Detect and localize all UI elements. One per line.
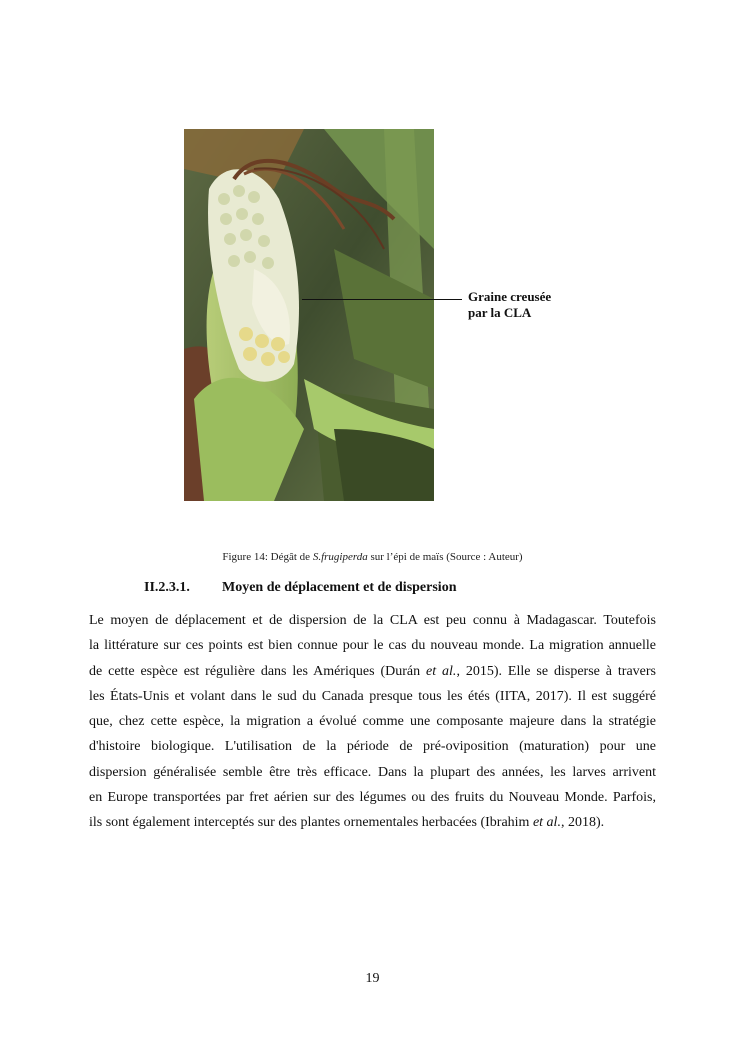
paragraph-line	[89, 760, 656, 785]
callout-line-2: par la CLA	[468, 305, 532, 320]
page-number: 19	[365, 971, 380, 986]
caption-prefix: Figure 14: Dégât de	[222, 551, 313, 563]
italic-text: et al.	[532, 815, 561, 831]
paragraph-line	[89, 810, 656, 835]
paragraph-line	[89, 659, 656, 684]
paragraph-line	[89, 608, 656, 633]
figure-callout	[468, 289, 551, 321]
line-text: ils sont également interceptés sur des plantes ornementales herbacées (Ibrahim	[89, 815, 533, 831]
callout-line-1: Graine creusée	[468, 289, 552, 304]
line-text: de cette espèce est régulière dans les Amériques (Durán	[89, 663, 427, 679]
callout-line	[302, 299, 462, 300]
line-text: , 2018).	[560, 815, 605, 831]
figure-caption	[0, 551, 745, 563]
paragraph-line	[89, 633, 656, 658]
caption-suffix: sur l’épi de maïs (Source : Auteur)	[367, 551, 523, 563]
line-text: , 2015). Elle se disperse à travers	[456, 663, 656, 679]
paragraph-line	[89, 709, 656, 734]
figure-photo-maize-ear	[184, 129, 434, 501]
paragraph-line	[89, 684, 656, 709]
paragraph-line	[89, 785, 656, 810]
line-text: Le moyen de déplacement et de dispersion de la CLA est peu connu à Madagascar. Toutefois	[89, 613, 656, 628]
paragraph-line	[89, 734, 656, 759]
line-text: que, chez cette espèce, la migration a évolué comme une composante majeure dans la stratégie	[89, 714, 656, 730]
section-heading	[144, 580, 456, 596]
line-text: les États-Unis et volant dans le sud du Canada presque tous les étés (IITA, 2017). Il est suggéré	[89, 688, 656, 704]
caption-species: S.frugiperda	[312, 551, 368, 563]
body-paragraph	[89, 608, 656, 836]
line-text: d'histoire biologique. L'utilisation de la période de pré-oviposition (maturation) pour une	[89, 739, 656, 755]
line-text: en Europe transportées par fret aérien sur des légumes ou des fruits du Nouveau Monde. Parfois,	[89, 790, 656, 806]
italic-text: et al.	[426, 663, 457, 679]
line-text: dispersion généralisée semble être très efficace. Dans la plupart des années, les larves arrivent	[89, 764, 656, 780]
line-text: la littérature sur ces points est bien connue pour le cas du nouveau monde. La migration annuelle	[89, 638, 656, 654]
section-title: Moyen de déplacement et de dispersion	[222, 580, 457, 595]
section-number: II.2.3.1.	[144, 580, 190, 595]
